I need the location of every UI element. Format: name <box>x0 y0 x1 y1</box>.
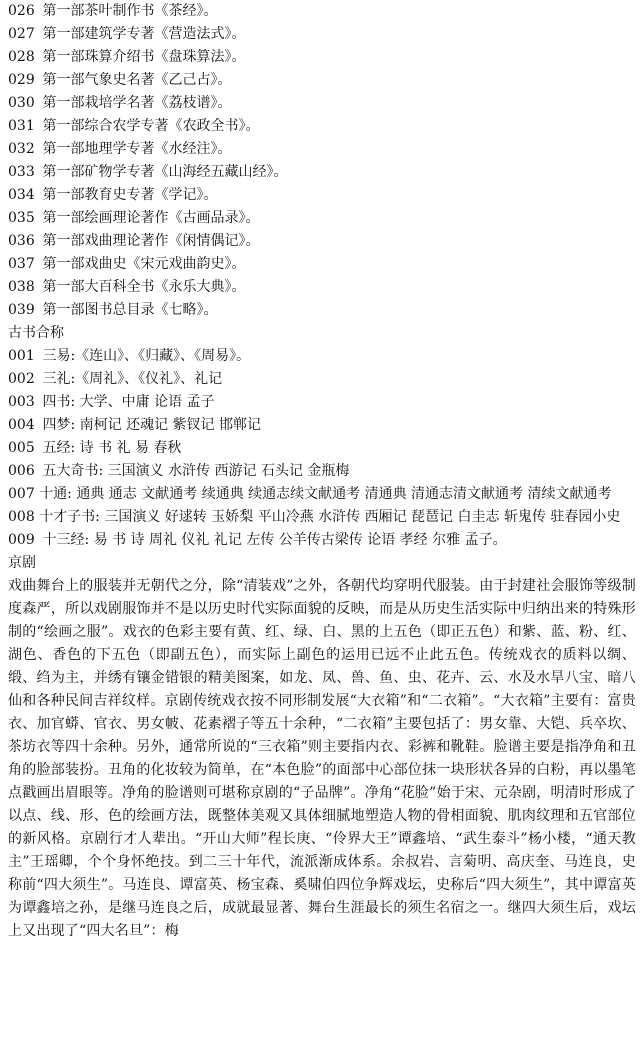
item-number: 004 <box>8 417 35 433</box>
section-heading-peking-opera: 京剧 <box>8 555 36 571</box>
list-item <box>8 368 636 391</box>
item-text: 第一部戏曲史《宋元戏曲韵史》。 <box>42 256 246 272</box>
document-page <box>8 0 636 1039</box>
item-number: 002 <box>8 371 35 387</box>
peking-opera-paragraph: 戏曲舞台上的服装并无朝代之分，除“清装戏”之外，各朝代均穿明代服装。由于封建社会服饰等级制度森严，所以戏剧服饰并不是以历史时代实际面貌的反映，而是从历史生活实际中归纳出来的特殊形制的“绘画之服”。戏衣的色彩主要有黄、红、绿、白、黑的上五色（即正五色）和紫、蓝、粉、红、湖色、香色的下五色（即副五色），而实际上副色的运用已远不止此五色。传统戏衣的质料以绸、缎、绉为主，并绣有镶金错银的精美图案，如龙、凤、兽、鱼、虫、花卉、云、水及水旱八宝、暗八仙和各种民间吉祥纹样。京剧传统戏衣按不同形制发展“大衣箱”和“二衣箱”。“大衣箱”主要有：富贵衣、加官蟒、官衣、男女帔、花素褶子等五十余种，“二衣箱”主要包括了：男女靠、大铠、兵卒坎、茶坊衣等四十余种。另外，通常所说的“三衣箱”则主要指内衣、彩裤和靴鞋。脸谱主要是指净角和丑角的脸部装扮。丑角的化妆较为简单，在“本色脸”的面部中心部位抹一块形状各异的白粉，再以墨笔点戳画出眉眼等。净角的脸谱则可堪称京剧的“子品牌”。净角“花脸”始于宋、元杂剧，明清时形成了以点、线、形、色的绘画方法，既整体美观又具体细腻地塑造人物的骨相面貌、肌肉纹理和五官部位的新风格。京剧行才人辈出。“开山大师”程长庚、“伶界大王”谭鑫培、“武生泰斗”杨小楼，“通天教主”王瑶卿，个个身怀绝技。到二三十年代，流派渐成体系。余叔岩、言菊明、高庆奎、马连良，史称前“四大须生”。马连良、谭富英、杨宝森、奚啸伯四位争辉戏坛，史称后“四大须生”，其中谭富英为谭鑫培之孙，是继马连良之后，成就最显著、舞台生涯最长的须生名宿之一。继四大须生后，戏坛上又出现了“四大名旦”：梅 <box>8 578 636 939</box>
item-text: 第一部戏曲理论著作《闲情偶记》。 <box>42 233 260 249</box>
item-text: 第一部珠算介绍书《盘珠算法》。 <box>42 49 246 65</box>
list-item <box>8 138 636 161</box>
item-number: 028 <box>8 49 35 65</box>
item-number: 001 <box>8 348 35 364</box>
item-number: 029 <box>8 72 35 88</box>
item-text: 第一部建筑学专著《营造法式》。 <box>42 26 246 42</box>
list-item <box>8 460 636 483</box>
item-text: 十三经: 易 书 诗 周礼 仪礼 礼记 左传 公羊传古梁传 论语 孝经 尔雅 孟子。 <box>42 532 507 548</box>
item-text: 十才子书: 三国演义 好逑转 玉娇梨 平山冷燕 水浒传 西厢记 琵琶记 白圭志 斩鬼传 驻春园小史 <box>39 509 621 525</box>
list-item <box>8 0 636 23</box>
item-number: 026 <box>8 3 35 19</box>
section-heading-ancient-books: 古书合称 <box>8 325 64 341</box>
item-number: 032 <box>8 141 35 157</box>
list-item <box>8 345 636 368</box>
list-item <box>8 69 636 92</box>
item-number: 009 <box>8 532 35 548</box>
item-number: 006 <box>8 463 35 479</box>
item-number: 033 <box>8 164 35 180</box>
list-item <box>8 184 636 207</box>
list-item <box>8 23 636 46</box>
item-text: 第一部绘画理论著作《古画品录》。 <box>42 210 260 226</box>
firsts-list <box>8 0 636 322</box>
list-item <box>8 276 636 299</box>
item-text: 三礼:《周礼》、《仪礼》、礼记 <box>42 371 223 387</box>
item-text: 四书: 大学、中庸 论语 孟子 <box>42 394 215 410</box>
list-item <box>8 253 636 276</box>
item-number: 035 <box>8 210 35 226</box>
item-number: 005 <box>8 440 35 456</box>
item-number: 030 <box>8 95 35 111</box>
item-number: 007 <box>8 486 35 502</box>
ancient-books-list <box>8 345 636 552</box>
item-number: 037 <box>8 256 35 272</box>
item-number: 003 <box>8 394 35 410</box>
list-item <box>8 207 636 230</box>
item-text: 十通: 通典 通志 文献通考 续通典 续通志续文献通考 清通典 清通志清文献通考 清续文献通考 <box>39 486 612 502</box>
item-text: 第一部矿物学专著《山海经五藏山经》。 <box>42 164 288 180</box>
list-item <box>8 46 636 69</box>
item-text: 四梦: 南柯记 还魂记 紫钗记 邯郸记 <box>42 417 261 433</box>
item-number: 036 <box>8 233 35 249</box>
item-number: 034 <box>8 187 35 203</box>
item-number: 027 <box>8 26 35 42</box>
item-text: 三易:《连山》、《归藏》、《周易》。 <box>42 348 251 364</box>
item-text: 五经: 诗 书 礼 易 春秋 <box>42 440 182 456</box>
list-item <box>8 483 636 506</box>
item-text: 第一部图书总目录《七略》。 <box>42 302 218 318</box>
item-text: 第一部栽培学名著《荔枝谱》。 <box>42 95 232 111</box>
item-text: 第一部教育史专著《学记》。 <box>42 187 218 203</box>
list-item <box>8 506 636 529</box>
list-item <box>8 115 636 138</box>
item-number: 038 <box>8 279 35 295</box>
item-text: 五大奇书: 三国演义 水浒传 西游记 石头记 金瓶梅 <box>42 463 350 479</box>
list-item <box>8 161 636 184</box>
item-text: 第一部地理学专著《水经注》。 <box>42 141 232 157</box>
list-item <box>8 529 636 552</box>
item-text: 第一部茶叶制作书《茶经》。 <box>42 3 218 19</box>
list-item <box>8 391 636 414</box>
list-item <box>8 92 636 115</box>
list-item <box>8 414 636 437</box>
item-number: 031 <box>8 118 35 134</box>
item-text: 第一部大百科全书《永乐大典》。 <box>42 279 246 295</box>
list-item <box>8 299 636 322</box>
item-number: 039 <box>8 302 35 318</box>
list-item <box>8 437 636 460</box>
item-number: 008 <box>8 509 35 525</box>
item-text: 第一部气象史名著《乙己占》。 <box>42 72 232 88</box>
list-item <box>8 230 636 253</box>
item-text: 第一部综合农学专著《农政全书》。 <box>42 118 260 134</box>
